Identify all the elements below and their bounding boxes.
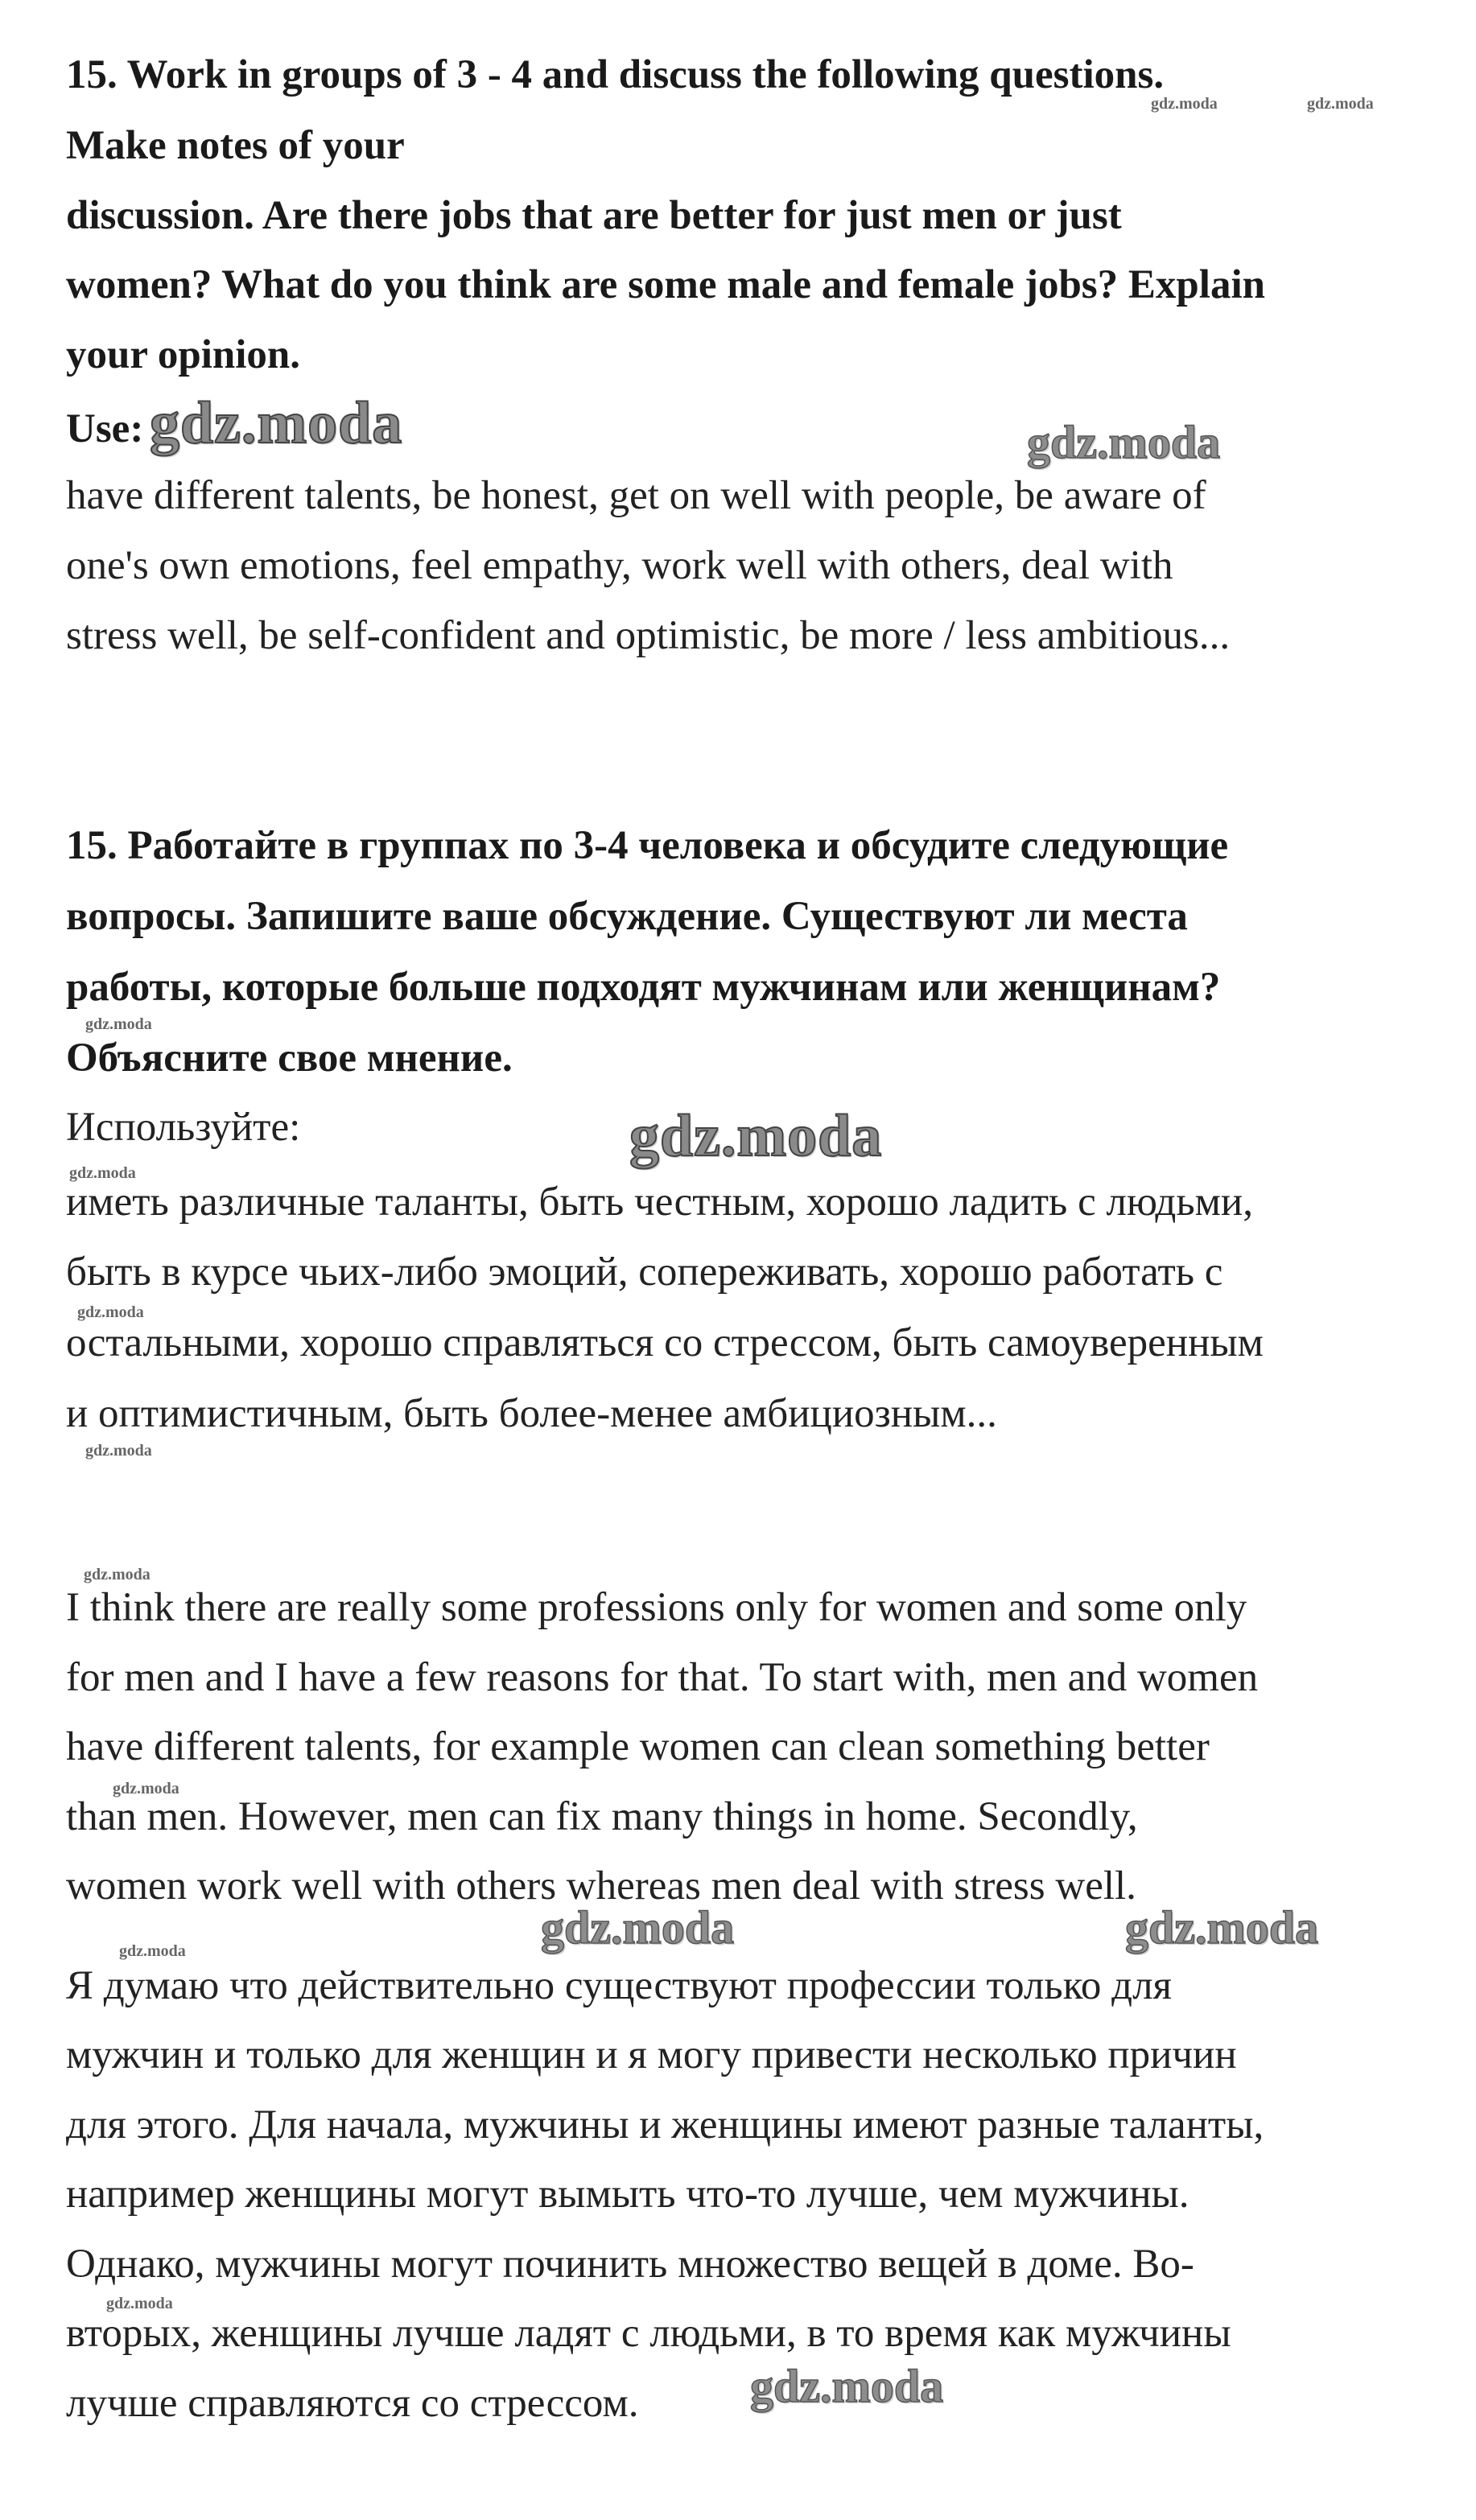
answer-ru-line-6: вторых, женщины лучше ладят с людьми, в то время как мужчины [66,2311,1231,2356]
answer-en-line-5: women work well with others whereas men deal with stress well. [66,1863,1136,1909]
watermark: gdz.moda [1307,95,1374,113]
task-heading-ru-line-2: вопросы. Запишите ваше обсуждение. Существуют ли места [66,894,1188,939]
watermark: gdz.moda [85,1015,152,1033]
watermark: gdz.moda [541,1901,735,1954]
answer-ru-line-5: Однако, мужчины могут починить множество вещей в доме. Во- [66,2242,1194,2287]
watermark: gdz.moda [85,1442,152,1460]
watermark: gdz.moda [119,1942,186,1960]
use-label-ru: Используйте: [66,1105,301,1150]
answer-ru-line-1: Я думаю что действительно существуют профессии только для [66,1963,1172,2008]
word-list-en-line-3: stress well, be self-confident and optimistic, be more / less ambitious... [66,613,1231,658]
answer-en-line-1: I think there are really some professions only for women and some only [66,1585,1247,1630]
task-heading-ru-line-3: работы, которые больше подходят мужчинам или женщинам? [66,965,1221,1010]
answer-en-line-3: have different talents, for example women can clean something better [66,1724,1210,1769]
watermark: gdz.moda [106,2295,173,2312]
task-heading-ru-line-4: Объясните свое мнение. [66,1036,513,1081]
word-list-ru-line-4: и оптимистичным, быть более-менее амбициозным... [66,1391,997,1436]
watermark: gdz.moda [629,1103,883,1169]
task-heading-line-3: discussion. Are there jobs that are better for just men or just [66,193,1122,238]
answer-ru-line-2: мужчин и только для женщин и я могу привести несколько причин [66,2032,1237,2077]
task-heading-line-2: Make notes of your [66,123,405,168]
answer-en-line-2: for men and I have a few reasons for that. To start with, men and women [66,1655,1259,1700]
use-label-en: Use: [66,406,144,451]
watermark: gdz.moda [1151,95,1218,113]
watermark: gdz.moda [113,1780,179,1797]
task-heading-ru-line-1: 15. Работайте в группах по 3-4 человека и обсудите следующие [66,823,1229,868]
watermark: gdz.moda [1125,1901,1319,1954]
word-list-en-line-1: have different talents, be honest, get on well with people, be aware of [66,473,1206,518]
watermark: gdz.moda [1027,416,1221,468]
watermark: gdz.moda [69,1164,136,1182]
answer-ru-line-4: например женщины могут вымыть что-то лучше, чем мужчины. [66,2172,1189,2217]
task-heading-line-1: 15. Work in groups of 3 - 4 and discuss the following questions. [66,52,1165,97]
answer-ru-line-7: лучше справляются со стрессом. [66,2381,639,2426]
watermark: gdz.moda [77,1303,144,1321]
word-list-ru-line-2: быть в курсе чьих-либо эмоций, сопереживать, хорошо работать с [66,1250,1223,1295]
word-list-en-line-2: one's own emotions, feel empathy, work well with others, deal with [66,543,1173,588]
answer-en-line-4: than men. However, men can fix many things in home. Secondly, [66,1794,1138,1839]
task-heading-line-4: women? What do you think are some male and female jobs? Explain [66,262,1265,307]
watermark: gdz.moda [750,2360,944,2412]
answer-ru-line-3: для этого. Для начала, мужчины и женщины имеют разные таланты, [66,2102,1264,2147]
task-heading-line-5: your opinion. [66,332,301,377]
word-list-ru-line-3: остальными, хорошо справляться со стрессом, быть самоуверенным [66,1320,1264,1365]
watermark: gdz.moda [84,1566,150,1583]
watermark: gdz.moda [150,390,403,456]
word-list-ru-line-1: иметь различные таланты, быть честным, хорошо ладить с людьми, [66,1180,1253,1225]
